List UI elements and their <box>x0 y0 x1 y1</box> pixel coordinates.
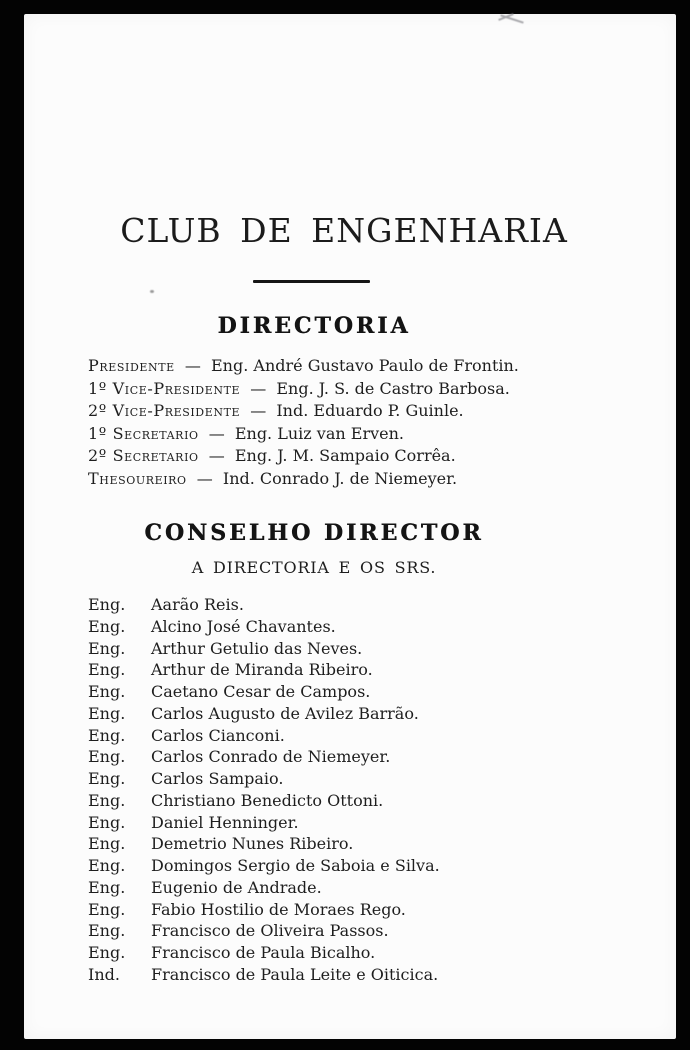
member-name: Fabio Hostilio de Moraes Rego. <box>151 899 406 919</box>
dash-separator: — <box>196 468 213 488</box>
member-entry <box>88 899 440 921</box>
member-name: Francisco de Oliveira Passos. <box>151 921 389 941</box>
member-name: Arthur de Miranda Ribeiro. <box>151 660 373 680</box>
member-title-prefix: Eng. <box>88 703 126 723</box>
member-entry <box>88 616 440 638</box>
officer-entry <box>88 400 519 423</box>
title-divider-rule <box>253 280 370 283</box>
member-title-prefix: Eng. <box>88 616 126 636</box>
member-title-prefix: Eng. <box>88 660 126 680</box>
officer-name: Eng. Luiz van Erven. <box>234 423 404 443</box>
officer-role: Thesoureiro <box>88 468 187 488</box>
officer-name: Eng. J. S. de Castro Barbosa. <box>276 378 510 398</box>
member-name: Francisco de Paula Leite e Oiticica. <box>151 964 439 984</box>
dash-separator: — <box>208 446 225 465</box>
member-title-prefix: Eng. <box>88 790 126 810</box>
dash-separator: — <box>250 378 267 398</box>
dash-separator: — <box>208 423 225 443</box>
member-title-prefix: Eng. <box>88 747 126 767</box>
member-title-prefix: Eng. <box>88 943 126 962</box>
directoria-heading: DIRECTORIA <box>217 313 411 339</box>
member-name: Francisco de Paula Bicalho. <box>151 943 376 962</box>
member-title-prefix: Eng. <box>88 812 126 832</box>
officer-role: 1º Vice-Presidente <box>88 378 241 398</box>
member-title-prefix: Ind. <box>88 964 120 984</box>
officer-role: 1º Secretario <box>88 423 199 443</box>
member-entry <box>88 877 440 899</box>
member-name: Demetrio Nunes Ribeiro. <box>151 834 354 854</box>
member-entry <box>88 920 440 942</box>
officer-role: Presidente <box>88 356 175 375</box>
ink-speck <box>150 290 154 293</box>
member-name: Caetano Cesar de Campos. <box>151 682 371 701</box>
member-title-prefix: Eng. <box>88 595 126 614</box>
member-name: Carlos Cianconi. <box>151 725 285 745</box>
conselho-member-list <box>88 594 440 986</box>
member-entry <box>88 725 440 747</box>
member-name: Arthur Getulio das Neves. <box>151 638 363 658</box>
member-name: Carlos Sampaio. <box>151 769 284 788</box>
member-title-prefix: Eng. <box>88 877 126 897</box>
member-entry <box>88 812 440 834</box>
member-entry <box>88 703 440 725</box>
officer-role: 2º Secretario <box>88 446 199 465</box>
officer-role: 2º Vice-Presidente <box>88 401 241 420</box>
officer-name: Ind. Conrado J. de Niemeyer. <box>222 468 458 488</box>
member-title-prefix: Eng. <box>88 921 126 941</box>
officer-name: Ind. Eduardo P. Guinle. <box>276 401 464 420</box>
member-entry <box>88 942 440 964</box>
member-name: Daniel Henninger. <box>151 812 299 832</box>
dash-separator: — <box>184 356 201 375</box>
officer-name: Eng. André Gustavo Paulo de Frontin. <box>211 356 519 375</box>
member-entry <box>88 659 440 681</box>
member-entry <box>88 768 440 790</box>
member-entry <box>88 790 440 812</box>
officer-entry <box>88 355 519 378</box>
document-page <box>24 14 676 1039</box>
member-entry <box>88 964 440 986</box>
member-name: Alcino José Chavantes. <box>151 616 336 636</box>
member-entry <box>88 833 440 855</box>
directoria-officer-list <box>88 355 519 490</box>
member-name: Carlos Augusto de Avilez Barrão. <box>151 703 419 723</box>
dash-separator: — <box>250 401 267 420</box>
officer-entry <box>88 468 519 491</box>
member-title-prefix: Eng. <box>88 899 126 919</box>
page-title: CLUB DE ENGENHARIA <box>120 211 568 250</box>
member-title-prefix: Eng. <box>88 856 126 875</box>
member-title-prefix: Eng. <box>88 769 126 788</box>
member-name: Carlos Conrado de Niemeyer. <box>151 747 391 767</box>
member-entry <box>88 746 440 768</box>
member-name: Christiano Benedicto Ottoni. <box>151 790 384 810</box>
officer-entry <box>88 445 519 468</box>
member-entry <box>88 638 440 660</box>
officer-name: Eng. J. M. Sampaio Corrêa. <box>234 446 456 465</box>
member-title-prefix: Eng. <box>88 638 126 658</box>
conselho-director-heading: CONSELHO DIRECTOR <box>144 520 484 546</box>
member-entry <box>88 594 440 616</box>
member-title-prefix: Eng. <box>88 682 126 701</box>
officer-entry <box>88 423 519 446</box>
member-name: Eugenio de Andrade. <box>151 877 322 897</box>
member-title-prefix: Eng. <box>88 834 126 854</box>
conselho-subheading: A DIRECTORIA E OS SRS. <box>191 558 437 577</box>
officer-entry <box>88 378 519 401</box>
member-name: Aarão Reis. <box>151 595 244 614</box>
member-title-prefix: Eng. <box>88 725 126 745</box>
member-entry <box>88 855 440 877</box>
member-entry <box>88 681 440 703</box>
member-name: Domingos Sergio de Saboia e Silva. <box>151 856 440 875</box>
